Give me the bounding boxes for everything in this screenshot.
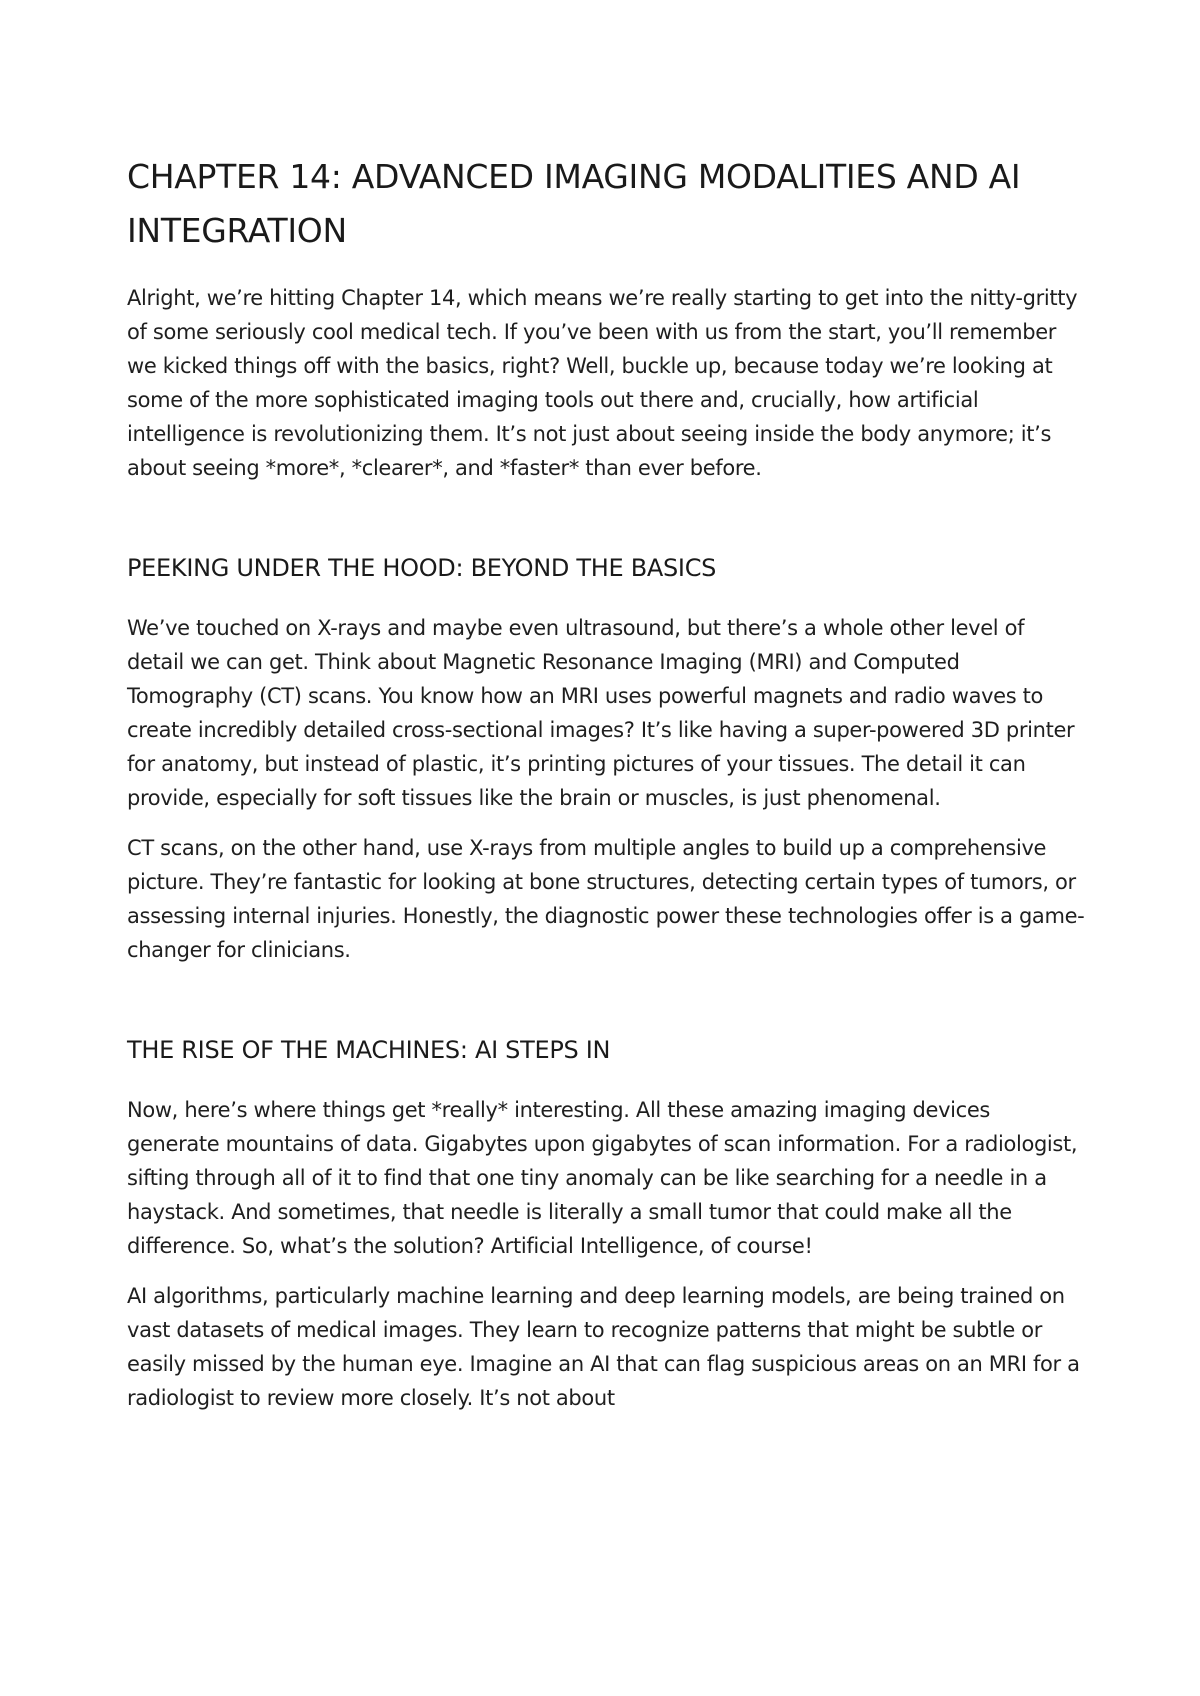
body-paragraph: AI algorithms, particularly machine learning and deep learning models, are being trained on vast datasets of medical images. They learn to recognize patterns that might be subtle or easily missed by the human eye. Imagine an AI that can flag suspicious areas on an MRI for a radiologist to review more closely. It’s not about (127, 1284, 1080, 1410)
chapter-title: CHAPTER 14: ADVANCED IMAGING MODALITIES AND AI INTEGRATION (127, 157, 1021, 250)
section-heading: THE RISE OF THE MACHINES: AI STEPS IN (127, 1036, 611, 1064)
section-beyond-the-basics (127, 551, 1087, 967)
intro-paragraph: Alright, we’re hitting Chapter 14, which means we’re really starting to get into the nitty-gritty of some seriously cool medical tech. If you’ve been with us from the start, you’ll remember we kicked things off with the basics, right? Well, buckle up, because today we’re looking at some of the more sophisticated imaging tools out there and, crucially, how artificial intelligence is revolutionizing them. It’s not just about seeing inside the body anymore; it’s about seeing *more*, *clearer*, and *faster* than ever before. (127, 286, 1078, 480)
document-page (127, 150, 1087, 1431)
body-paragraph: We’ve touched on X-rays and maybe even ultrasound, but there’s a whole other level of detail we can get. Think about Magnetic Resonance Imaging (MRI) and Computed Tomography (CT) scans. You know how an MRI uses powerful magnets and radio waves to create incredibly detailed cross-sectional images? It’s like having a super-powered 3D printer for anatomy, but instead of plastic, it’s printing pictures of your tissues. The detail it can provide, especially for soft tissues like the brain or muscles, is just phenomenal. (127, 616, 1075, 810)
body-paragraph: CT scans, on the other hand, use X-rays from multiple angles to build up a comprehensive picture. They’re fantastic for looking at bone structures, detecting certain types of tumors, or assessing internal injuries. Honestly, the diagnostic power these technologies offer is a game-changer for clinicians. (127, 836, 1085, 962)
body-paragraph: Now, here’s where things get *really* interesting. All these amazing imaging devices generate mountains of data. Gigabytes upon gigabytes of scan information. For a radiologist, sifting through all of it to find that one tiny anomaly can be like searching for a needle in a haystack. And sometimes, that needle is literally a small tumor that could make all the difference. So, what’s the solution? Artificial Intelligence, of course! (127, 1098, 1078, 1258)
section-heading: PEEKING UNDER THE HOOD: BEYOND THE BASICS (127, 554, 717, 582)
section-ai-steps-in (127, 1033, 1087, 1415)
